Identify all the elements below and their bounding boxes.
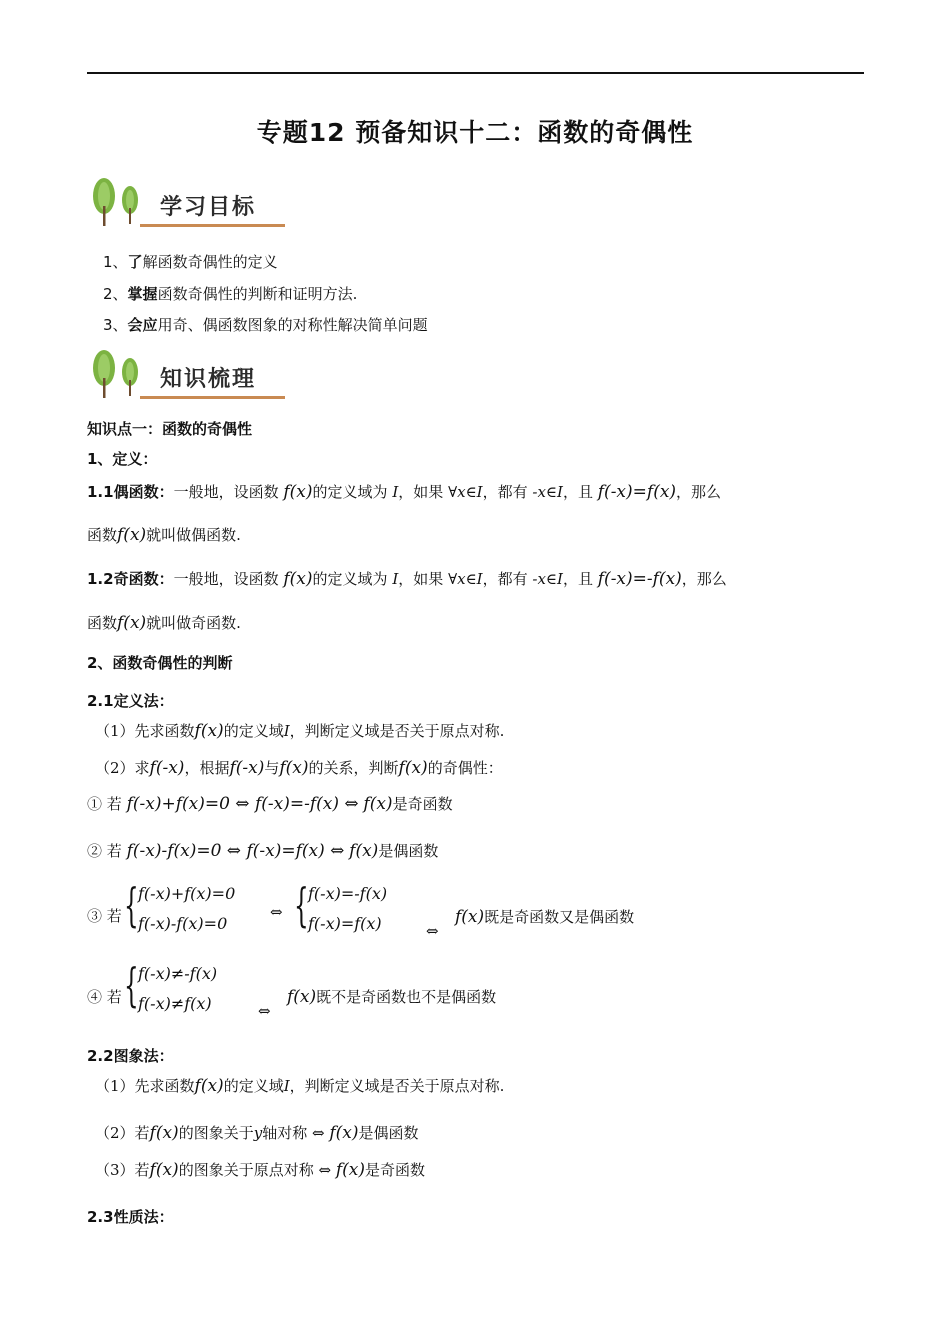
case-1: ① 若 f(-x)+f(x)=0 ⇔ f(-x)=-f(x) ⇔ f(x)是奇函数 [87, 794, 453, 814]
case-3-label: ③ 若 [87, 907, 122, 925]
s21-step1: （1）先求函数f(x)的定义域I，判断定义域是否关于原点对称. [95, 721, 505, 741]
s22-step2: （2）若f(x)的图象关于y轴对称 ⇔ f(x)是偶函数 [95, 1123, 419, 1143]
goal-2: 2、掌握函数奇偶性的判断和证明方法. [103, 285, 358, 303]
section-2-1: 2.1定义法： [87, 692, 174, 710]
tree-icon [90, 348, 150, 400]
header-rule [87, 72, 864, 74]
knowledge-point-1: 知识点一：函数的奇偶性 [87, 420, 253, 438]
section-1: 1、定义： [87, 450, 158, 468]
banner-learning-goals [90, 176, 290, 228]
case-4-equiv: ⇔ [258, 1002, 271, 1020]
banner-underline [140, 396, 285, 399]
banner-underline [140, 224, 285, 227]
case-4-result: f(x)既不是奇函数也不是偶函数 [287, 987, 497, 1007]
case-3-equiv2: ⇔ [426, 922, 439, 940]
banner-label: 学习目标 [160, 195, 257, 220]
goal-3: 3、会应用奇、偶函数图象的对称性解决简单问题 [103, 316, 428, 334]
section-2-3: 2.3性质法： [87, 1208, 174, 1226]
page-title: 专题12 预备知识十二：函数的奇偶性 [256, 118, 694, 147]
def-odd: 1.2奇函数：一般地，设函数 f(x)的定义域为 I，如果 ∀x∈I，都有 -x∈I，且 f(-x)=-f(x)，那么 [87, 569, 727, 589]
banner-label: 知识梳理 [160, 367, 257, 392]
banner-knowledge [90, 348, 290, 400]
case-4-system: { f(-x)≠-f(x) f(-x)≠f(x) [124, 958, 218, 1013]
def-even-line2: 函数f(x)就叫做偶函数. [87, 525, 241, 545]
case-4-label: ④ 若 [87, 988, 122, 1006]
tree-icon [90, 176, 150, 228]
def-even: 1.1偶函数：一般地，设函数 f(x)的定义域为 I，如果 ∀x∈I，都有 -x∈I，且 f(-x)=f(x)，那么 [87, 482, 722, 502]
s22-step1: （1）先求函数f(x)的定义域I，判断定义域是否关于原点对称. [95, 1076, 505, 1096]
case-2: ② 若 f(-x)-f(x)=0 ⇔ f(-x)=f(x) ⇔ f(x)是偶函数 [87, 841, 439, 861]
case-3-equiv: ⇔ [270, 903, 283, 921]
section-2-2: 2.2图象法： [87, 1047, 174, 1065]
s21-step2: （2）求f(-x)，根据f(-x)与f(x)的关系，判断f(x)的奇偶性： [95, 758, 503, 778]
goal-1: 1、了解函数奇偶性的定义 [103, 253, 278, 271]
s22-step3: （3）若f(x)的图象关于原点对称 ⇔ f(x)是奇函数 [95, 1160, 425, 1180]
case-3-result: f(x)既是奇函数又是偶函数 [455, 907, 635, 927]
case-3-system-right: { f(-x)=-f(x) f(-x)=f(x) [294, 878, 388, 933]
section-2: 2、函数奇偶性的判断 [87, 654, 233, 672]
def-odd-line2: 函数f(x)就叫做奇函数. [87, 613, 241, 633]
case-3-system-left: { f(-x)+f(x)=0 f(-x)-f(x)=0 [124, 878, 236, 933]
